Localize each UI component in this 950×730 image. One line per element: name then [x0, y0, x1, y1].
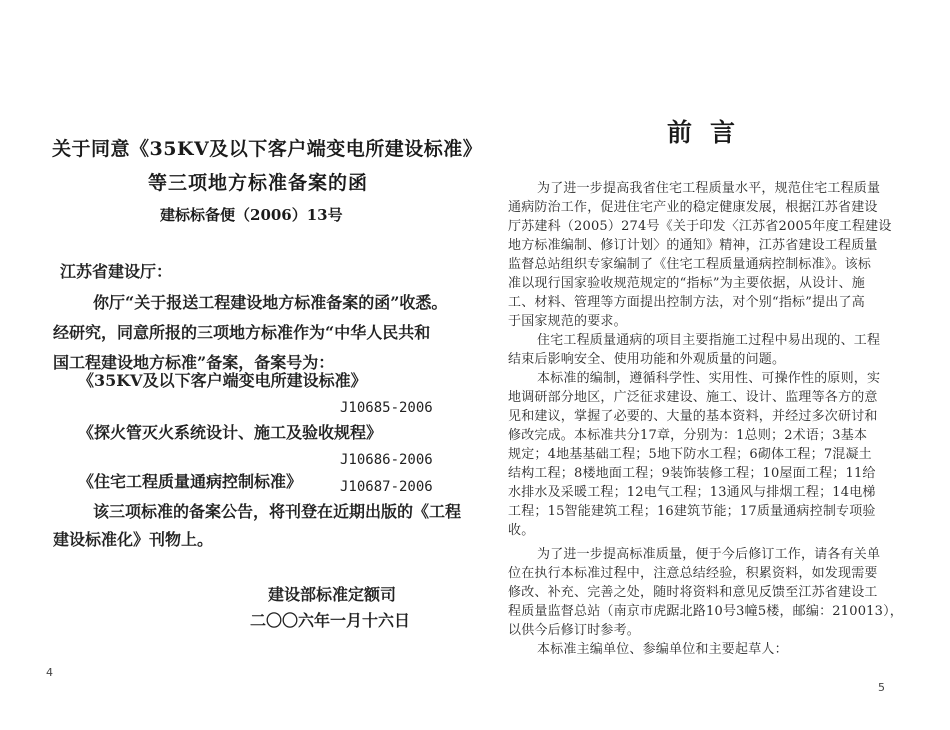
signature: 建设部标准定额司: [268, 585, 397, 604]
preface-line: 本标准的编制，遵循科学性、实用性、可操作性的原则，实: [537, 371, 881, 386]
closing-line: 该三项标准的备案公告，将刊登在近期出版的《工程: [93, 502, 462, 521]
preface-line: 见和建议，掌握了必要的、大量的基本资料，并经过多次研讨和: [508, 409, 878, 424]
preface-line: 结束后影响安全、使用功能和外观质量的问题。: [508, 352, 786, 367]
standard-name: 《35KV及以下客户端变电所建设标准》: [78, 371, 367, 390]
letter-title-line-1: 关于同意《35KV及以下客户端变电所建设标准》: [52, 138, 483, 160]
body-line: 国工程建设地方标准”备案，备案号为：: [53, 353, 335, 372]
standard-number: J10686-2006: [340, 452, 433, 468]
right-page: [475, 0, 950, 730]
preface-line: 准以现行国家验收规范规定的“指标”为主要依据，从设计、施: [508, 276, 865, 291]
preface-line: 工程；15智能建筑工程；16建筑节能；17质量通病控制专项验: [508, 504, 876, 519]
preface-line: 修改完成。本标准共分17章，分别为：1总则；2术语；3基本: [508, 428, 868, 443]
preface-line: 修改、补充、完善之处，随时将资料和意见反馈至江苏省建设工: [508, 585, 878, 600]
preface-line: 厅苏建科（2005）274号《关于印发〈江苏省2005年度工程建设: [508, 219, 892, 234]
closing-line: 建设标准化》刊物上。: [53, 530, 214, 549]
preface-line: 于国家规范的要求。: [508, 314, 627, 329]
preface-line: 水排水及采暖工程；12电气工程；13通风与排烟工程；14电梯: [508, 485, 876, 500]
preface-line: 程质量监督总站（南京市虎踞北路10号3幢5楼，邮编：210013），: [508, 604, 904, 619]
preface-title: 前言: [667, 118, 754, 147]
standard-number: J10687-2006: [340, 479, 433, 495]
preface-line: 地调研部分地区，广泛征求建设、施工、设计、监理等各方的意: [508, 390, 878, 405]
salutation: 江苏省建设厅：: [60, 262, 173, 281]
page-number: 4: [46, 666, 53, 679]
preface-line: 以供今后修订时参考。: [508, 623, 641, 638]
preface-line: 通病防治工作，促进住宅产业的稳定健康发展，根据江苏省建设: [508, 200, 878, 215]
preface-line: 地方标准编制、修订计划〉的通知》精神，江苏省建设工程质量: [508, 238, 878, 253]
standard-number: J10685-2006: [340, 400, 433, 416]
document-number: 建标标备便（2006）13号: [160, 206, 343, 224]
standard-name: 《住宅工程质量通病控制标准》: [78, 472, 303, 491]
letter-title-line-2: 等三项地方标准备案的函: [148, 172, 369, 194]
preface-line: 本标准主编单位、参编单位和主要起草人：: [537, 642, 788, 657]
body-line: 经研究，同意所报的三项地方标准作为“中华人民共和: [53, 323, 431, 342]
preface-line: 结构工程；8楼地面工程；9装饰装修工程；10屋面工程；11给: [508, 466, 876, 481]
page-number: 5: [878, 681, 885, 694]
preface-line: 工、材料、管理等方面提出控制方法，对个别“指标”提出了高: [508, 295, 865, 310]
preface-line: 规定；4地基基础工程；5地下防水工程；6砌体工程；7混凝土: [508, 447, 872, 462]
preface-line: 为了进一步提高我省住宅工程质量水平，规范住宅工程质量: [537, 181, 881, 196]
preface-line: 位在执行本标准过程中，注意总结经验，积累资料，如发现需要: [508, 566, 878, 581]
preface-line: 监督总站组织专家编制了《住宅工程质量通病控制标准》。该标: [508, 257, 872, 272]
body-line: 你厅“关于报送工程建设地方标准备案的函”收悉。: [93, 293, 448, 312]
preface-line: 住宅工程质量通病的项目主要指施工过程中易出现的、工程: [537, 333, 881, 348]
preface-line: 收。: [508, 523, 535, 538]
standard-name: 《探火管灭火系统设计、施工及验收规程》: [78, 423, 383, 442]
preface-line: 为了进一步提高标准质量，便于今后修订工作，请各有关单: [537, 547, 881, 562]
date: 二〇〇六年一月十六日: [250, 611, 411, 630]
